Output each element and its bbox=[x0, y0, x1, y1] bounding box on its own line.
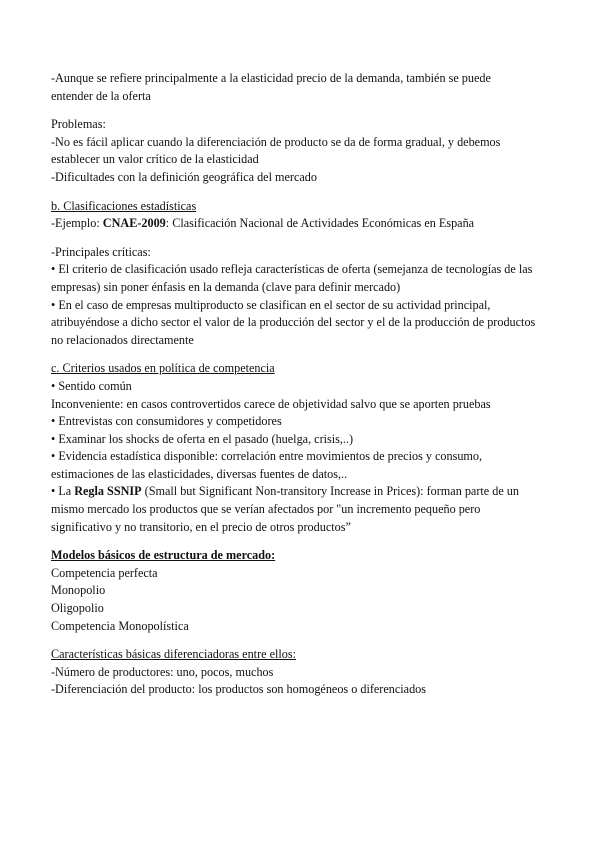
characteristics-line: -Diferenciación del producto: los productos son homogéneos o diferenciados bbox=[51, 682, 426, 697]
criteria-line: • Sentido común bbox=[51, 378, 132, 393]
problems-title: Problemas: bbox=[51, 117, 106, 132]
characteristics-title: Características básicas diferenciadoras entre ellos: bbox=[51, 647, 296, 662]
criteria-line: • Evidencia estadística disponible: correlación entre movimientos de precios y consumo, bbox=[51, 449, 483, 464]
example-code: CNAE-2009 bbox=[102, 216, 166, 231]
critics-line: empresas) sin poner énfasis en la demanda (clave para definir mercado) bbox=[51, 279, 401, 294]
critics-title: -Principales críticas: bbox=[51, 244, 151, 259]
characteristics-line: -Número de productores: uno, pocos, muchos bbox=[51, 664, 274, 679]
ssnip-rule bbox=[51, 483, 571, 501]
model-item: Monopolio bbox=[51, 583, 106, 598]
document-page bbox=[51, 70, 571, 699]
model-item: Oligopolio bbox=[51, 601, 104, 616]
section-c-title: c. Criterios usados en política de competencia bbox=[51, 361, 275, 376]
critics-line: • El criterio de clasificación usado refleja características de oferta (semejanza de tecnologías de las bbox=[51, 262, 533, 277]
critics-line: no relacionados directamente bbox=[51, 332, 194, 347]
ssnip-line: mismo mercado los productos que se verían afectados por "un incremento pequeño pero bbox=[51, 502, 481, 517]
ssnip-name: Regla SSNIP bbox=[74, 484, 142, 499]
criteria-line: estimaciones de las elasticidades, diversas fuentes de datos,.. bbox=[51, 466, 348, 481]
ssnip-prefix: • La bbox=[51, 484, 75, 499]
critics-line: atribuyéndose a dicho sector el valor de la producción del sector y el de la producción de productos bbox=[51, 315, 536, 330]
example-prefix: -Ejemplo: bbox=[51, 216, 103, 231]
problems-line: -No es fácil aplicar cuando la diferenciación de producto se da de forma gradual, y debemos bbox=[51, 134, 501, 149]
ssnip-description: (Small but Significant Non-transitory Increase in Prices): forman parte de un bbox=[141, 484, 519, 499]
problems-line: establecer un valor crítico de la elasticidad bbox=[51, 152, 259, 167]
criteria-line: • Entrevistas con consumidores y competidores bbox=[51, 414, 282, 429]
criteria-line: Inconveniente: en casos controvertidos carece de objetividad salvo que se aporten pruebas bbox=[51, 396, 491, 411]
problems-line: -Dificultades con la definición geográfica del mercado bbox=[51, 169, 317, 184]
model-item: Competencia Monopolística bbox=[51, 618, 189, 633]
ssnip-line: significativo y no transitorio, en el precio de otros productos” bbox=[51, 519, 351, 534]
model-item: Competencia perfecta bbox=[51, 565, 158, 580]
section-b-example bbox=[51, 215, 571, 233]
criteria-line: • Examinar los shocks de oferta en el pasado (huelga, crisis,..) bbox=[51, 431, 354, 446]
intro-line: -Aunque se refiere principalmente a la elasticidad precio de la demanda, también se puede bbox=[51, 71, 491, 85]
section-b-title: b. Clasificaciones estadísticas bbox=[51, 198, 197, 213]
models-title: Modelos básicos de estructura de mercado: bbox=[51, 548, 276, 563]
intro-line: entender de la oferta bbox=[51, 88, 151, 103]
critics-line: • En el caso de empresas multiproducto se clasifican en el sector de su actividad principal, bbox=[51, 297, 491, 312]
example-description: : Clasificación Nacional de Actividades Económicas en España bbox=[165, 216, 475, 231]
